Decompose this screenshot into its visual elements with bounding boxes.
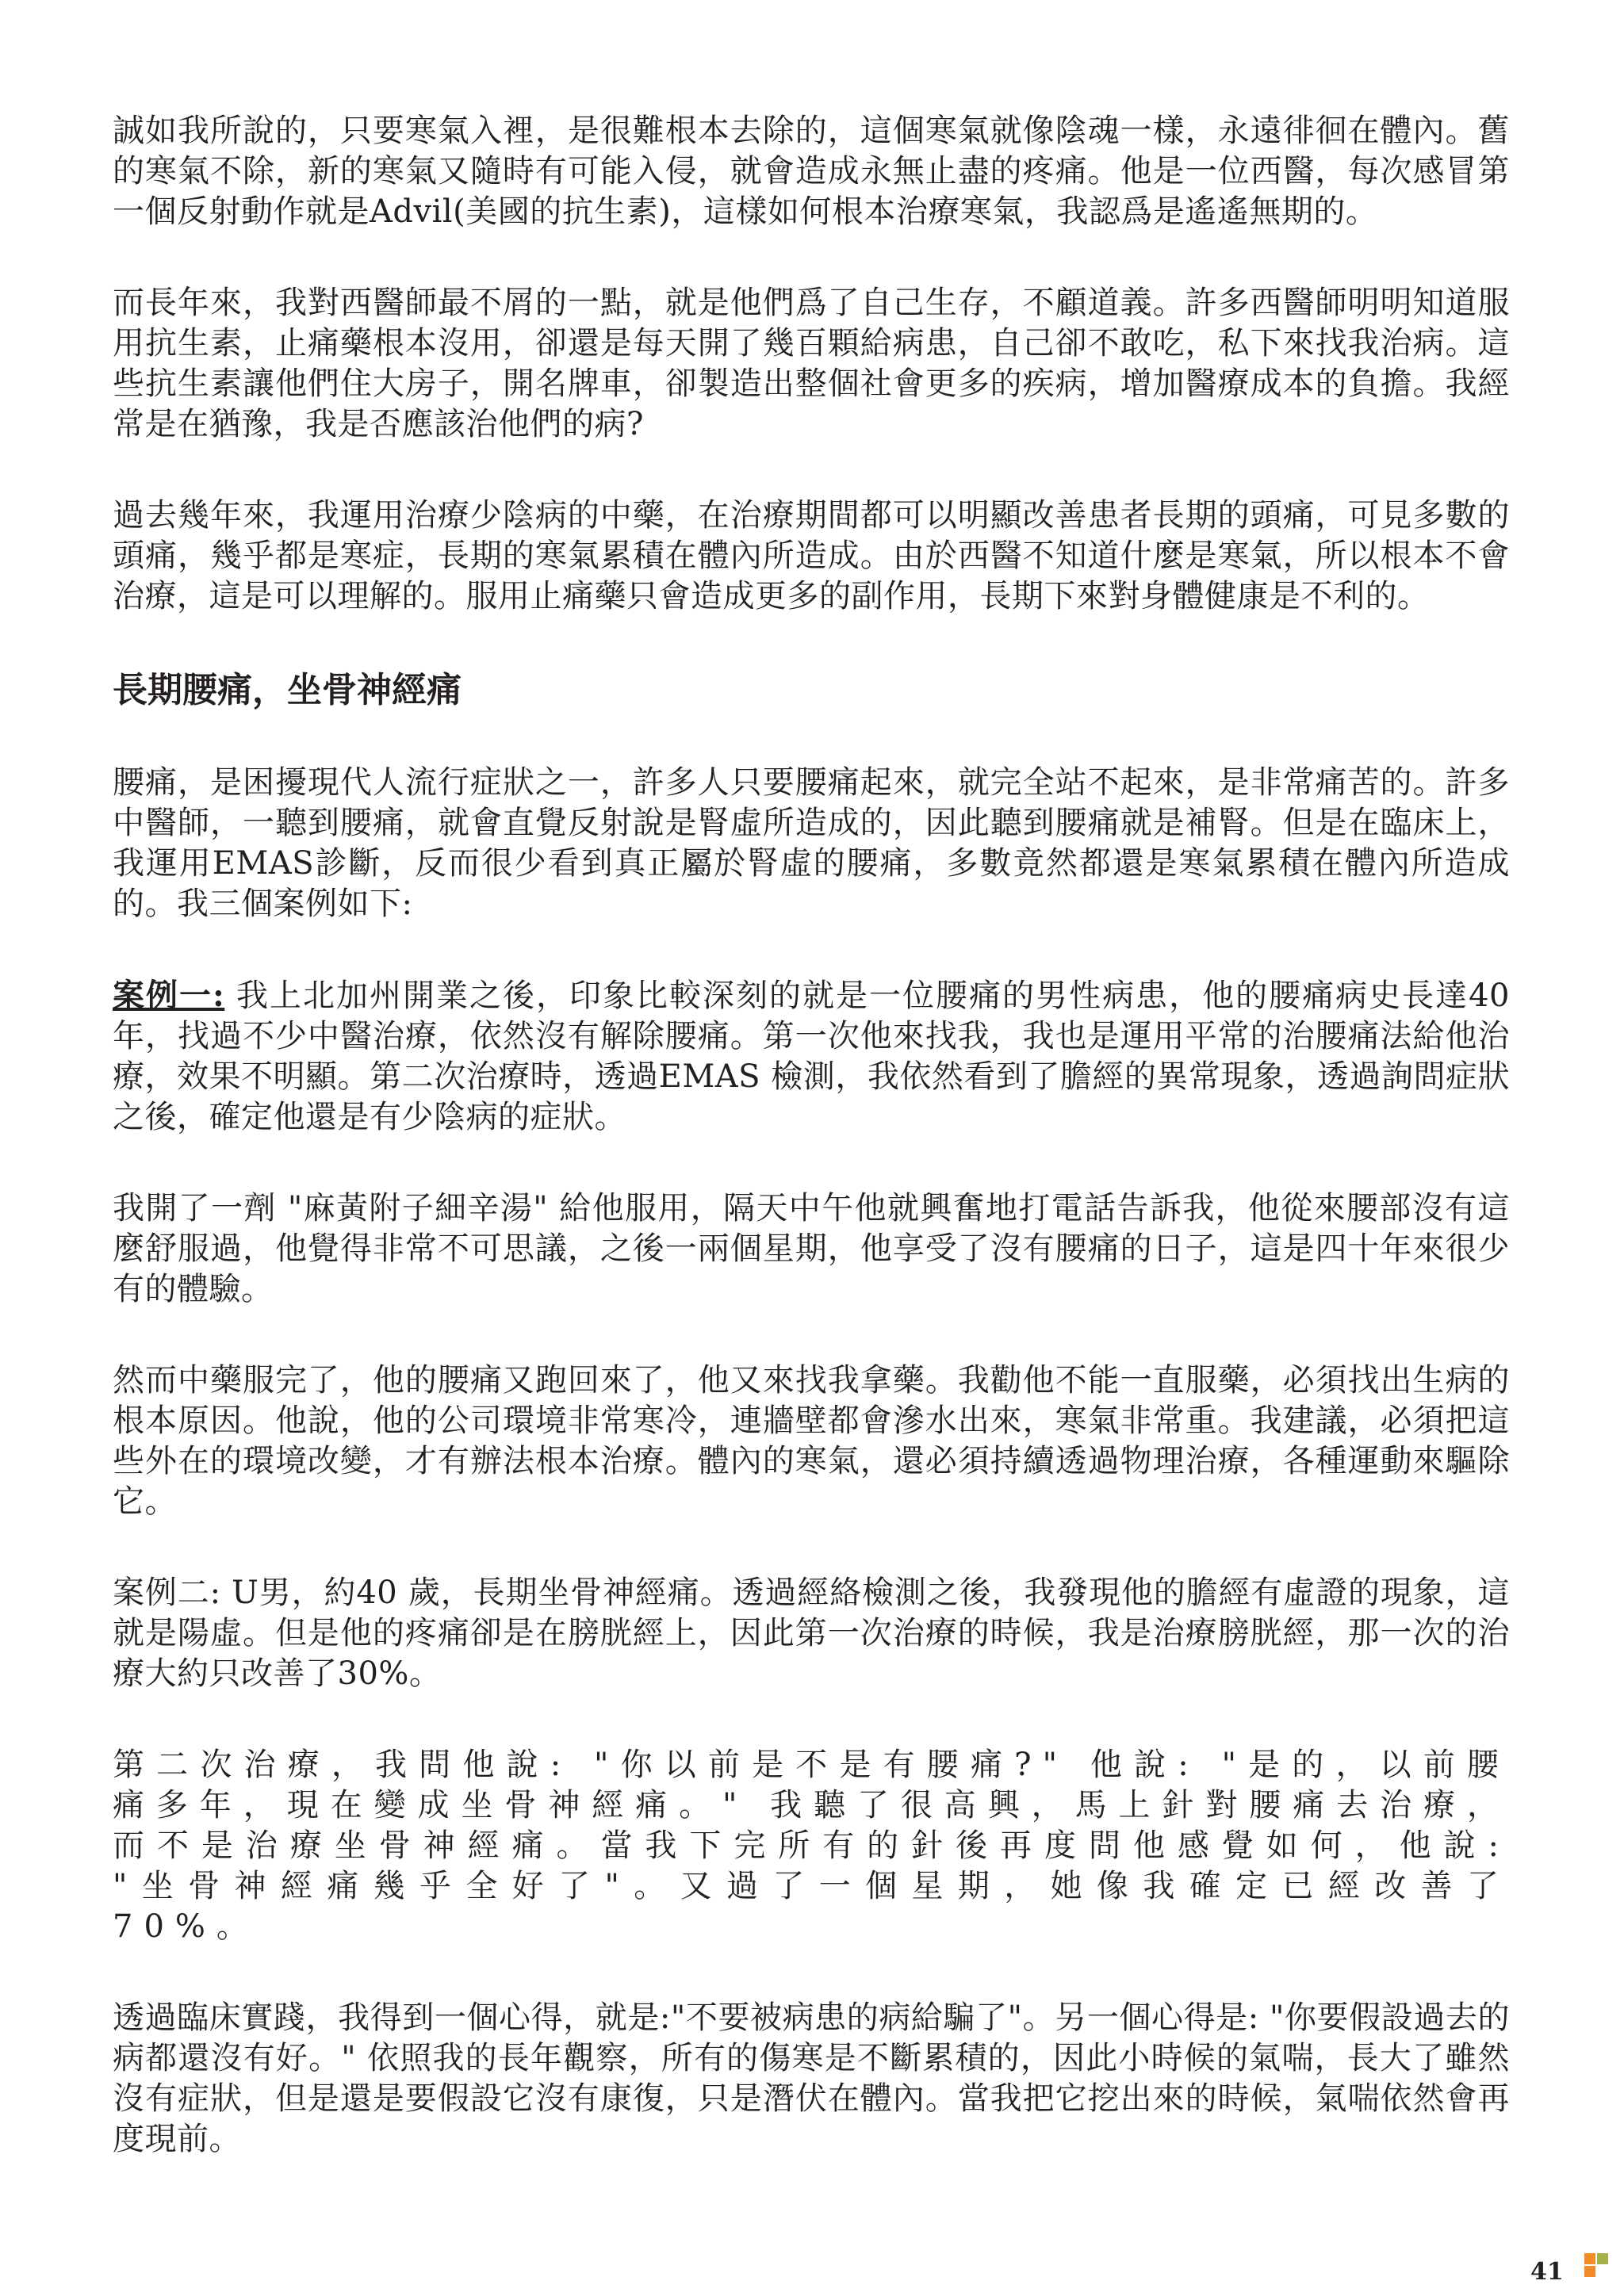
- case-one-text: 我上北加州開業之後，印象比較深刻的就是一位腰痛的男性病患，他的腰痛病史長達40 年，找過不少中醫治療，依然沒有解除腰痛。第一次他來找我，我也是運用平常的治腰痛法給他治療，效果不明顯。第二次治療時，透過EMAS 檢測，我依然看到了膽經的異常現象，透過詢問症狀之後，確定他還是有少陰病的症狀。: [113, 978, 1510, 1135]
- corner-square-orange-top: [1584, 2253, 1595, 2264]
- paragraph-case-one: [113, 975, 1510, 1138]
- section-heading: 長期腰痛，坐骨神經痛: [113, 670, 462, 710]
- paragraph-case-two-second-treatment: 第二次治療，我問他說: "你以前是不是有腰痛?" 他說: "是的，以前腰痛多年，現在變成坐骨神經痛。" 我聽了很高興，馬上針對腰痛去治療，而不是治療坐骨神經痛。當我下完所有的針後再度問他感覺如何，他說: "坐骨神經痛幾乎全好了"。又過了一個星期，她像我確定已經改善了70%。: [113, 1747, 1510, 1945]
- paragraph-conclusion: 透過臨床實踐，我得到一個心得，就是:"不要被病患的病給騙了"。另一個心得是: "你要假設過去的病都還沒有好。" 依照我的長年觀察，所有的傷寒是不斷累積的，因此小時候的氣喘，長大了雖然沒有症狀，但是還是要假設它沒有康復，只是潛伏在體內。當我把它挖出來的時候，氣喘依然會再度現前。: [113, 1999, 1510, 2157]
- paragraph-western-doctors: 而長年來，我對西醫師最不屑的一點，就是他們爲了自己生存，不顧道義。許多西醫師明明知道服用抗生素，止痛藥根本沒用，卻還是每天開了幾百顆給病患，自己卻不敢吃，私下來找我治病。這些抗生素讓他們住大房子，開名牌車，卻製造出整個社會更多的疾病，增加醫療成本的負擔。我經常是在猶豫，我是否應該治他們的病?: [113, 285, 1510, 442]
- page-body: [113, 111, 1510, 2210]
- paragraph-case-two: 案例二: U男，約40 歲，長期坐骨神經痛。透過經絡檢測之後，我發現他的膽經有虛證的現象，這就是陽虛。但是他的疼痛卻是在膀胱經上，因此第一次治療的時候，我是治療膀胱經，那一次的治療大約只改善了30%。: [113, 1575, 1510, 1692]
- corner-squares-icon: [1584, 2253, 1608, 2277]
- paragraph-headache: 過去幾年來，我運用治療少陰病的中藥，在治療期間都可以明顯改善患者長期的頭痛，可見多數的頭痛，幾乎都是寒症，長期的寒氣累積在體內所造成。由於西醫不知道什麼是寒氣，所以根本不會治療，這是可以理解的。服用止痛藥只會造成更多的副作用，長期下來對身體健康是不利的。: [113, 497, 1510, 614]
- paragraph-back-pain-intro: 腰痛，是困擾現代人流行症狀之一，許多人只要腰痛起來，就完全站不起來，是非常痛苦的。許多中醫師，一聽到腰痛，就會直覺反射說是腎虛所造成的，因此聽到腰痛就是補腎。但是在臨床上，我運用EMAS診斷，反而很少看到真正屬於腎虛的腰痛，多數竟然都還是寒氣累積在體內所造成的。我三個案例如下:: [113, 764, 1510, 922]
- page-number: 41: [1530, 2258, 1564, 2286]
- corner-square-orange-bottom: [1584, 2266, 1595, 2277]
- corner-square-olive: [1597, 2253, 1608, 2264]
- case-one-label: 案例一:: [113, 977, 225, 1014]
- paragraph-case-one-followup: 然而中藥服完了，他的腰痛又跑回來了，他又來找我拿藥。我勸他不能一直服藥，必須找出生病的根本原因。他說，他的公司環境非常寒冷，連牆壁都會滲水出來，寒氣非常重。我建議，必須把這些外在的環境改變，才有辦法根本治療。體內的寒氣，還必須持續透過物理治療，各種運動來驅除它。: [113, 1362, 1510, 1520]
- paragraph-case-one-prescription: 我開了一劑 "麻黃附子細辛湯" 給他服用，隔天中午他就興奮地打電話告訴我，他從來腰部沒有這麼舒服過，他覺得非常不可思議，之後一兩個星期，他享受了沒有腰痛的日子，這是四十年來很少有的體驗。: [113, 1190, 1510, 1307]
- paragraph-cold-qi: 誠如我所說的，只要寒氣入裡，是很難根本去除的，這個寒氣就像陰魂一樣，永遠徘徊在體內。舊的寒氣不除，新的寒氣又隨時有可能入侵，就會造成永無止盡的疼痛。他是一位西醫，每次感冒第一個反射動作就是Advil(美國的抗生素)，這樣如何根本治療寒氣，我認爲是遙遙無期的。: [113, 113, 1510, 230]
